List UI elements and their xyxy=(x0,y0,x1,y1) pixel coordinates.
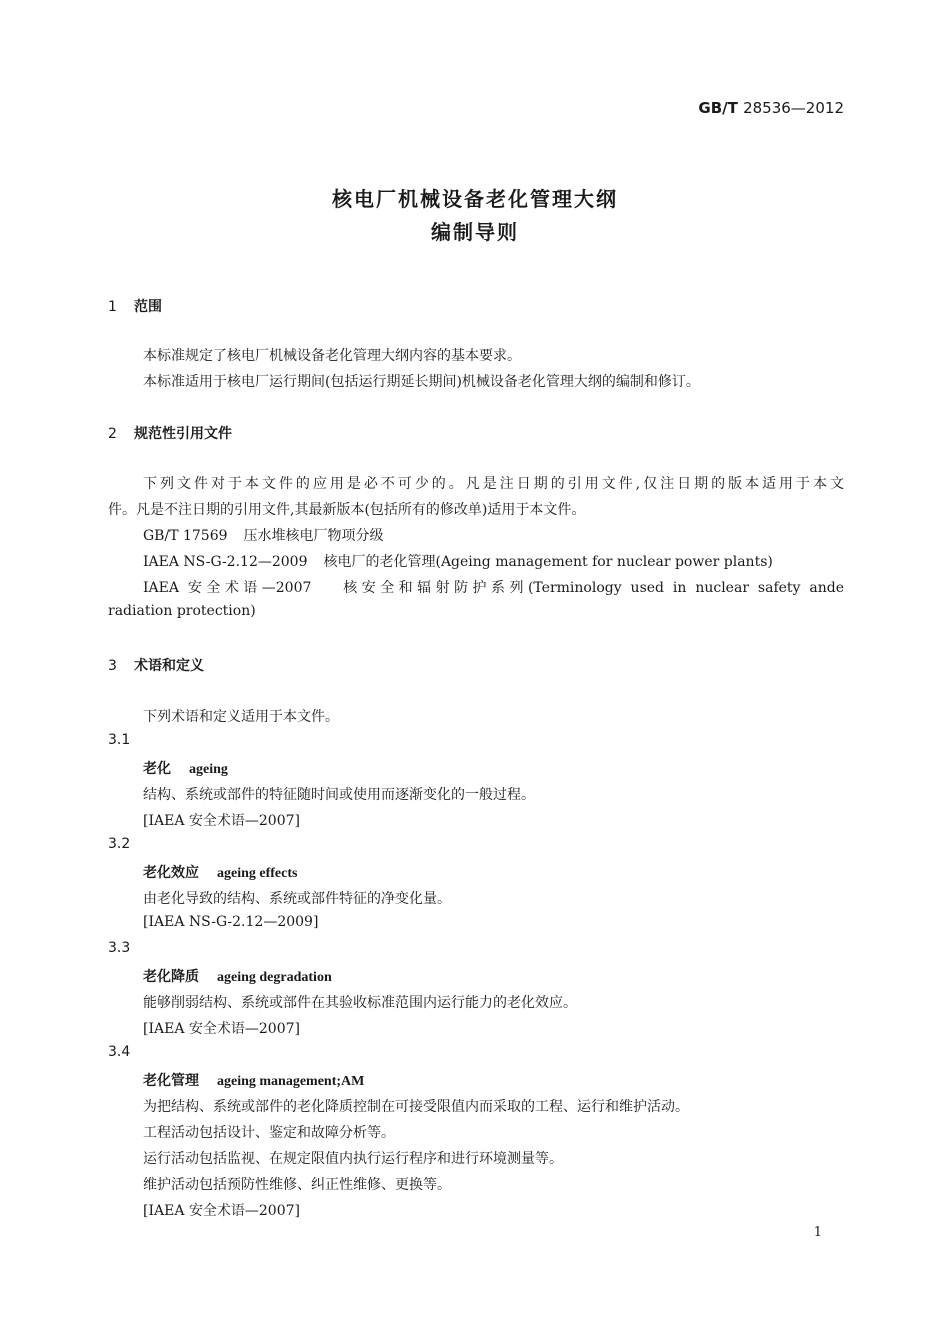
clause-3-2-number: 3.2 xyxy=(108,836,131,852)
section-2-heading xyxy=(108,423,232,443)
reference-2-code: IAEA NS-G-2.12—2009 xyxy=(143,554,308,570)
reference-1-code: GB/T 17569 xyxy=(143,528,228,544)
reference-3-line-1: IAEA 安全术语—2007 核安全和辐射防护系列(Terminology used in nuclear safety ande xyxy=(143,580,844,596)
section-1-number: 1 xyxy=(108,299,117,315)
section-1-paragraph-1: 本标准规定了核电厂机械设备老化管理大纲内容的基本要求。 xyxy=(143,348,521,364)
standard-prefix: GB/T xyxy=(698,99,738,117)
clause-3-1-number: 3.1 xyxy=(108,732,131,748)
term-3-4-zh: 老化管理 xyxy=(143,1073,199,1089)
term-3-2-definition: 由老化导致的结构、系统或部件特征的净变化量。 xyxy=(143,891,451,907)
section-3-heading xyxy=(108,655,204,675)
section-2-paragraph-line-1: 下列文件对于本文件的应用是必不可少的。凡是注日期的引用文件,仅注日期的版本适用于本文 xyxy=(143,476,844,492)
section-1-title: 范围 xyxy=(134,299,162,315)
term-3-3 xyxy=(143,966,332,986)
section-3-number: 3 xyxy=(108,658,117,674)
page-number: 1 xyxy=(813,1225,822,1240)
term-3-4-note-2: 运行活动包括监视、在规定限值内执行运行程序和进行环境测量等。 xyxy=(143,1151,563,1167)
reference-1-title: 压水堆核电厂物项分级 xyxy=(243,528,384,544)
term-3-4-note-1: 工程活动包括设计、鉴定和故障分析等。 xyxy=(143,1125,395,1141)
term-3-3-zh: 老化降质 xyxy=(143,969,199,985)
term-3-3-en: ageing degradation xyxy=(217,970,332,985)
term-3-1-zh: 老化 xyxy=(143,761,171,777)
document-title: 核电厂机械设备老化管理大纲 xyxy=(332,187,618,211)
section-2-title: 规范性引用文件 xyxy=(134,426,232,442)
term-3-3-source: [IAEA 安全术语—2007] xyxy=(143,1021,300,1037)
term-3-4-source: [IAEA 安全术语—2007] xyxy=(143,1203,300,1219)
term-3-4-note-3: 维护活动包括预防性维修、纠正性维修、更换等。 xyxy=(143,1177,451,1193)
reference-2-title: 核电厂的老化管理(Ageing management for nuclear power plants) xyxy=(323,554,773,570)
term-3-1 xyxy=(143,758,228,778)
section-3-title: 术语和定义 xyxy=(134,658,204,674)
term-3-2-en: ageing effects xyxy=(217,866,298,881)
section-1-heading xyxy=(108,296,162,316)
term-3-1-definition: 结构、系统或部件的特征随时间或使用而逐渐变化的一般过程。 xyxy=(143,787,535,803)
reference-1 xyxy=(143,525,384,545)
term-3-4-en: ageing management;AM xyxy=(217,1074,365,1089)
clause-3-3-number: 3.3 xyxy=(108,940,131,956)
reference-3-line-2: radiation protection) xyxy=(108,603,256,619)
term-3-2-source: [IAEA NS-G-2.12—2009] xyxy=(143,914,319,930)
term-3-4 xyxy=(143,1070,364,1090)
section-2-paragraph-line-2: 件。凡是不注日期的引用文件,其最新版本(包括所有的修改单)适用于本文件。 xyxy=(108,502,586,518)
term-3-1-source: [IAEA 安全术语—2007] xyxy=(143,813,300,829)
term-3-2 xyxy=(143,862,297,882)
standard-code xyxy=(698,99,844,117)
term-3-3-definition: 能够削弱结构、系统或部件在其验收标准范围内运行能力的老化效应。 xyxy=(143,995,577,1011)
document-subtitle: 编制导则 xyxy=(431,220,519,244)
section-1-paragraph-2: 本标准适用于核电厂运行期间(包括运行期延长期间)机械设备老化管理大纲的编制和修订。 xyxy=(143,374,700,390)
section-3-intro: 下列术语和定义适用于本文件。 xyxy=(143,709,339,725)
term-3-4-definition: 为把结构、系统或部件的老化降质控制在可接受限值内而采取的工程、运行和维护活动。 xyxy=(143,1099,689,1115)
clause-3-4-number: 3.4 xyxy=(108,1044,131,1060)
reference-2 xyxy=(143,551,773,571)
term-3-2-zh: 老化效应 xyxy=(143,865,199,881)
section-2-number: 2 xyxy=(108,426,117,442)
standard-number: 28536—2012 xyxy=(743,99,844,117)
term-3-1-en: ageing xyxy=(189,762,228,777)
